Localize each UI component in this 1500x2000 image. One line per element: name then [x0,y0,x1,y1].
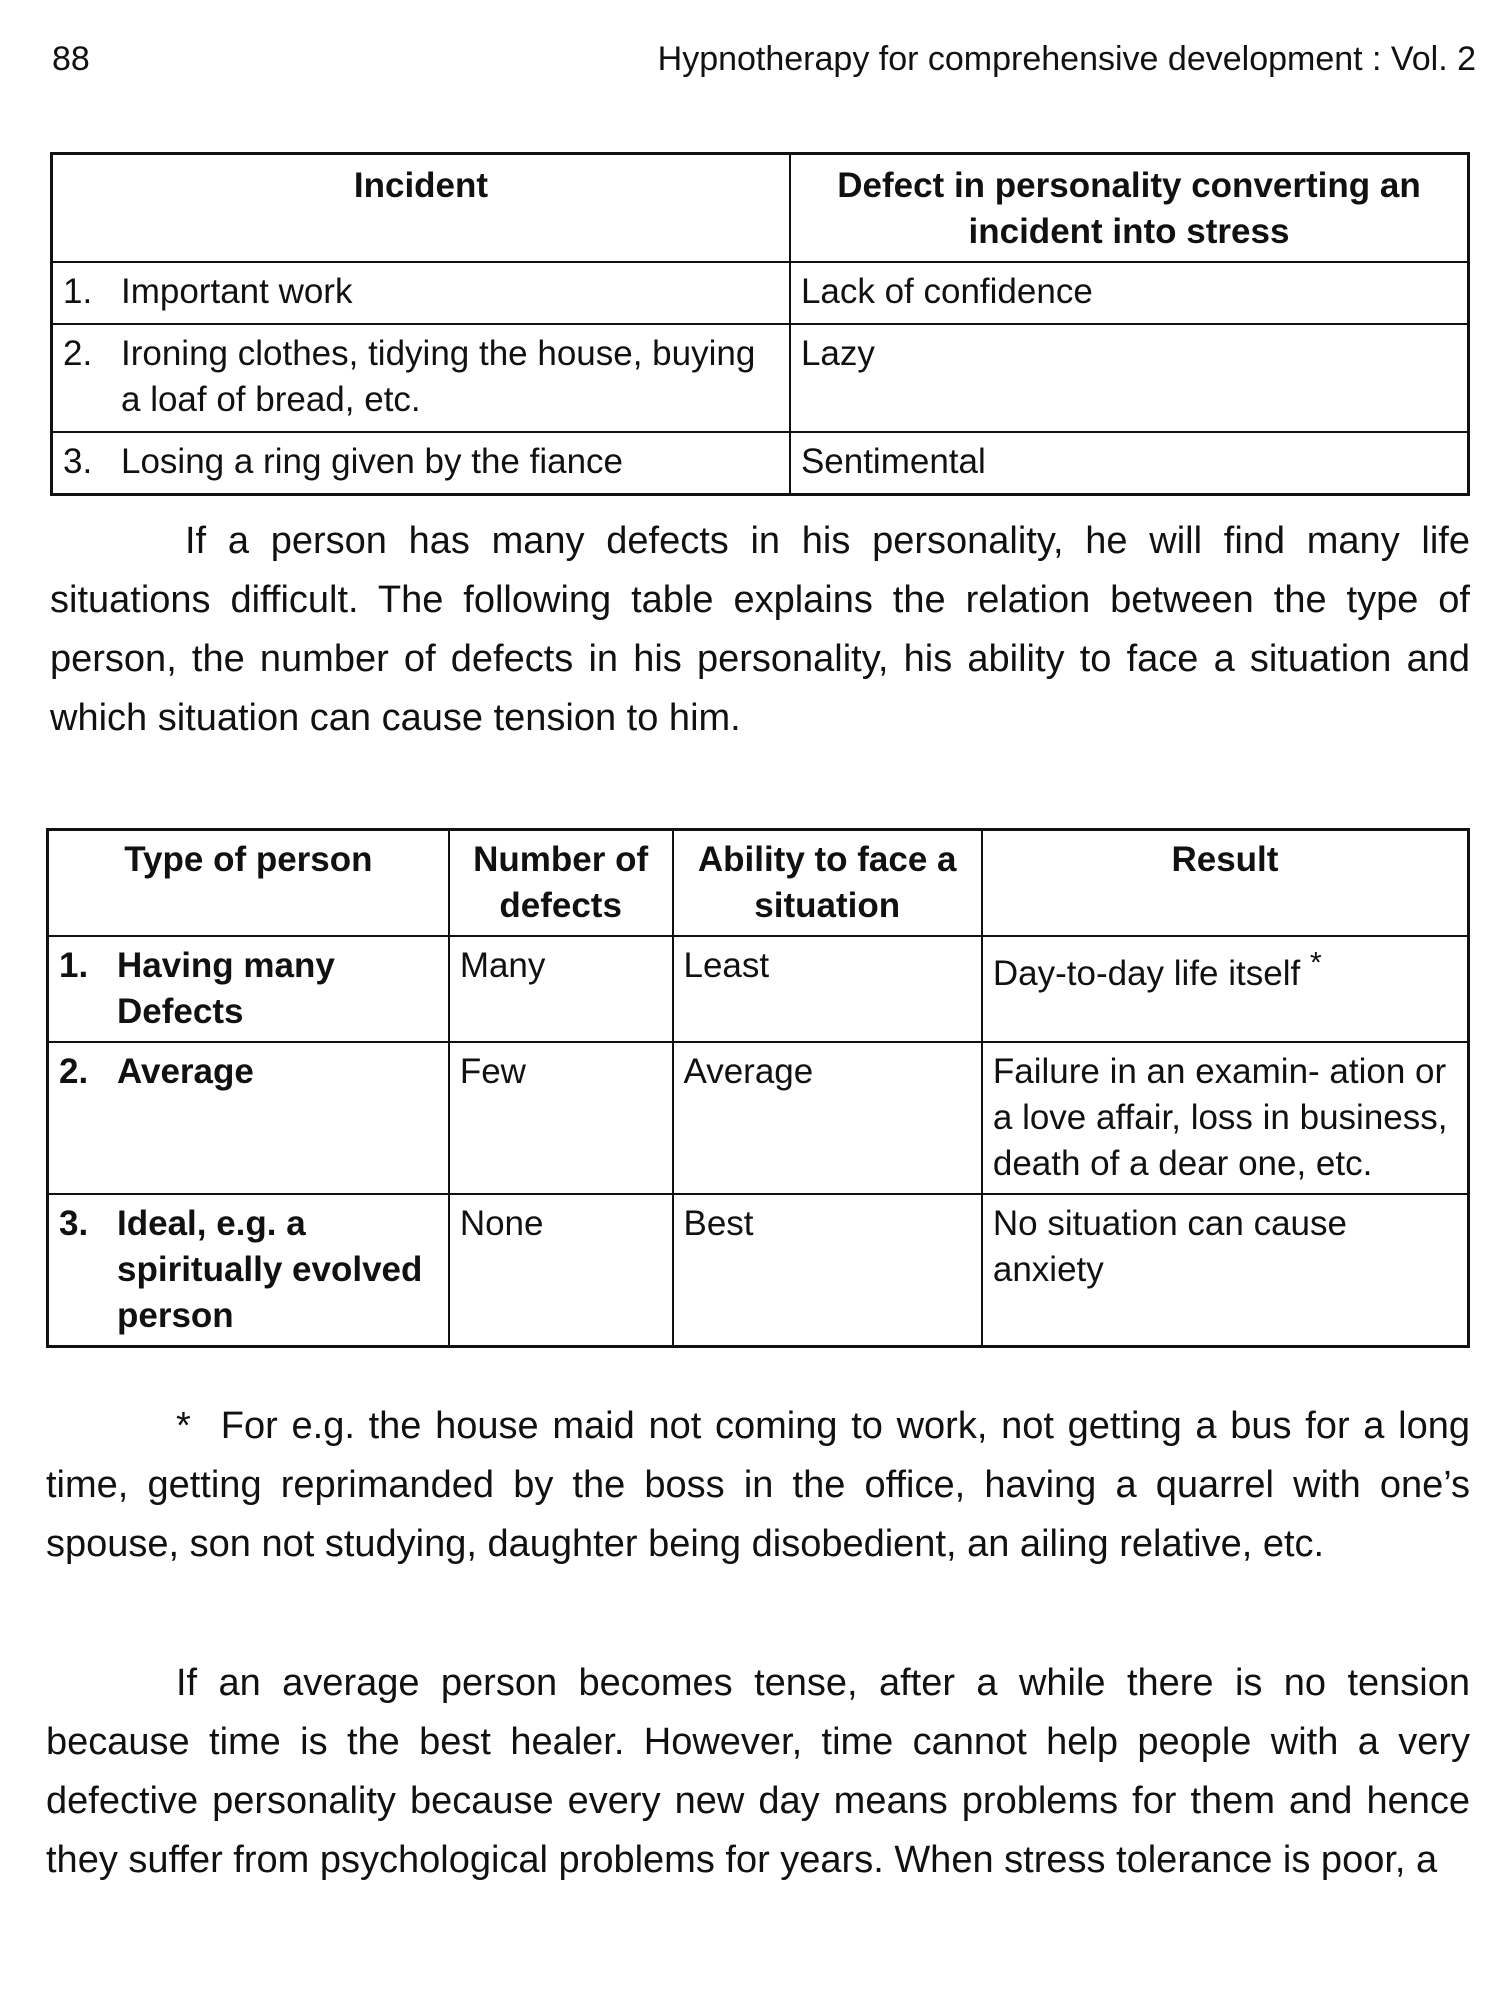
column-header-ability: Ability to face a situation [673,830,982,937]
result-cell: Failure in an examin- ation or a love affair, loss in business, death of a dear one, etc. [982,1042,1469,1194]
column-header-defect: Defect in personality converting an incident into stress [790,154,1469,263]
column-header-result: Result [982,830,1469,937]
incident-cell [52,432,790,495]
table-row [48,1042,1469,1194]
row-number: 3. [63,442,93,481]
incident-cell [52,324,790,432]
type-cell [48,1042,449,1194]
table-row [52,432,1469,495]
ability-cell: Best [673,1194,982,1347]
defects-cell: None [449,1194,673,1347]
result-cell [982,936,1469,1042]
defect-cell: Lazy [790,324,1469,432]
table-row [52,324,1469,432]
defect-cell: Sentimental [790,432,1469,495]
type-cell [48,1194,449,1347]
page-number: 88 [52,40,90,78]
footnote-text: For e.g. the house maid not coming to work, not getting a bus for a long time, getting reprimanded by the boss in the office, having a quarrel with one’s spouse, son not studying, daughter being disobedient, an ailing relative, etc. [46,1405,1470,1565]
table-row [52,262,1469,324]
table-header-row [48,830,1469,937]
result-cell: No situation can cause anxiety [982,1194,1469,1347]
type-text: Average [117,1052,254,1091]
ability-cell: Average [673,1042,982,1194]
footnote-marker: * [176,1405,191,1447]
footnote-paragraph [46,1397,1470,1574]
defects-cell: Many [449,936,673,1042]
column-header-defects: Number of defects [449,830,673,937]
row-number: 3. [59,1204,89,1243]
person-type-table [46,828,1470,1348]
type-cell [48,936,449,1042]
table-row [48,936,1469,1042]
result-text: Day-to-day life itself [992,954,1301,993]
incident-defect-table [50,152,1470,496]
column-header-incident: Incident [52,154,790,263]
table-row [48,1194,1469,1347]
incident-text: Ironing clothes, tidying the house, buying a loaf of bread, etc. [121,334,756,419]
row-number: 1. [59,946,89,985]
intro-paragraph: If a person has many defects in his personality, he will find many life situations difficult. The following table explains the relation between the type of person, the number of defects in his personality, his ability to face a situation and which situation can cause tension to him. [50,520,1470,739]
defects-cell: Few [449,1042,673,1194]
defect-cell: Lack of confidence [790,262,1469,324]
type-text: Ideal, e.g. a spiritually evolved person [117,1204,423,1335]
closing-paragraph: If an average person becomes tense, after a while there is no tension because time is the best healer. However, time cannot help people with a very defective personality because every new day means problems for them and hence they suffer from psychological problems for years. When stress tolerance is poor, a [46,1662,1470,1881]
incident-text: Important work [121,272,353,311]
footnote-reference: * [1309,946,1322,980]
row-number: 2. [63,334,93,373]
type-text: Having many Defects [117,946,335,1031]
running-head: Hypnotherapy for comprehensive development : Vol. 2 [657,40,1476,78]
incident-cell [52,262,790,324]
column-header-type: Type of person [48,830,449,937]
row-number: 1. [63,272,93,311]
row-number: 2. [59,1052,89,1091]
table-header-row [52,154,1469,263]
incident-text: Losing a ring given by the fiance [121,442,623,481]
ability-cell: Least [673,936,982,1042]
